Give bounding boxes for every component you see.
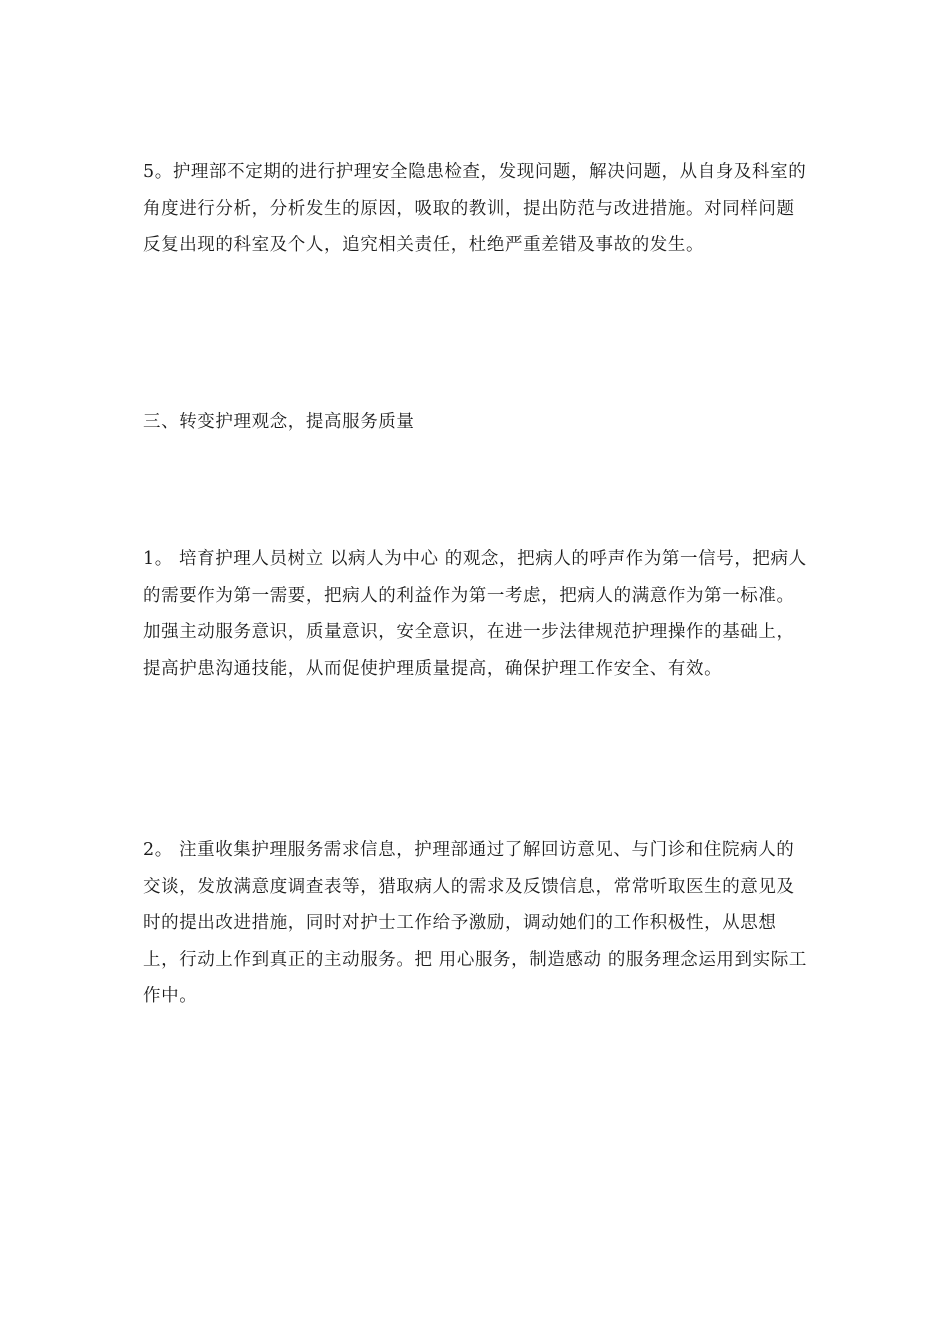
paragraph-service-feedback: 2。 注重收集护理服务需求信息，护理部通过了解回访意见、与门诊和住院病人的交谈，发放满意度调查表等，猎取病人的需求及反馈信息，常常听取医生的意见及时的提出改进措施，同时对护士工作给予激励，调动她们的工作积极性，从思想上，行动上作到真正的主动服务。把 用心服务，制造感动 的服务理念运用到实际工作中。 (143, 840, 807, 1006)
section-heading-service-quality: 三、转变护理观念，提高服务质量 (143, 412, 415, 432)
paragraph-patient-centered: 1。 培育护理人员树立 以病人为中心 的观念，把病人的呼声作为第一信号，把病人的需要作为第一需要，把病人的利益作为第一考虑，把病人的满意作为第一标准。加强主动服务意识，质量意识，安全意识，在进一步法律规范护理操作的基础上，提高护患沟通技能，从而促使护理质量提高，确保护理工作安全、有效。 (143, 549, 807, 679)
paragraph-safety-inspection: 5。护理部不定期的进行护理安全隐患检查，发现问题，解决问题，从自身及科室的角度进行分析，分析发生的原因，吸取的教训，提出防范与改进措施。对同样问题反复出现的科室及个人，追究相关责任，杜绝严重差错及事故的发生。 (143, 162, 807, 255)
